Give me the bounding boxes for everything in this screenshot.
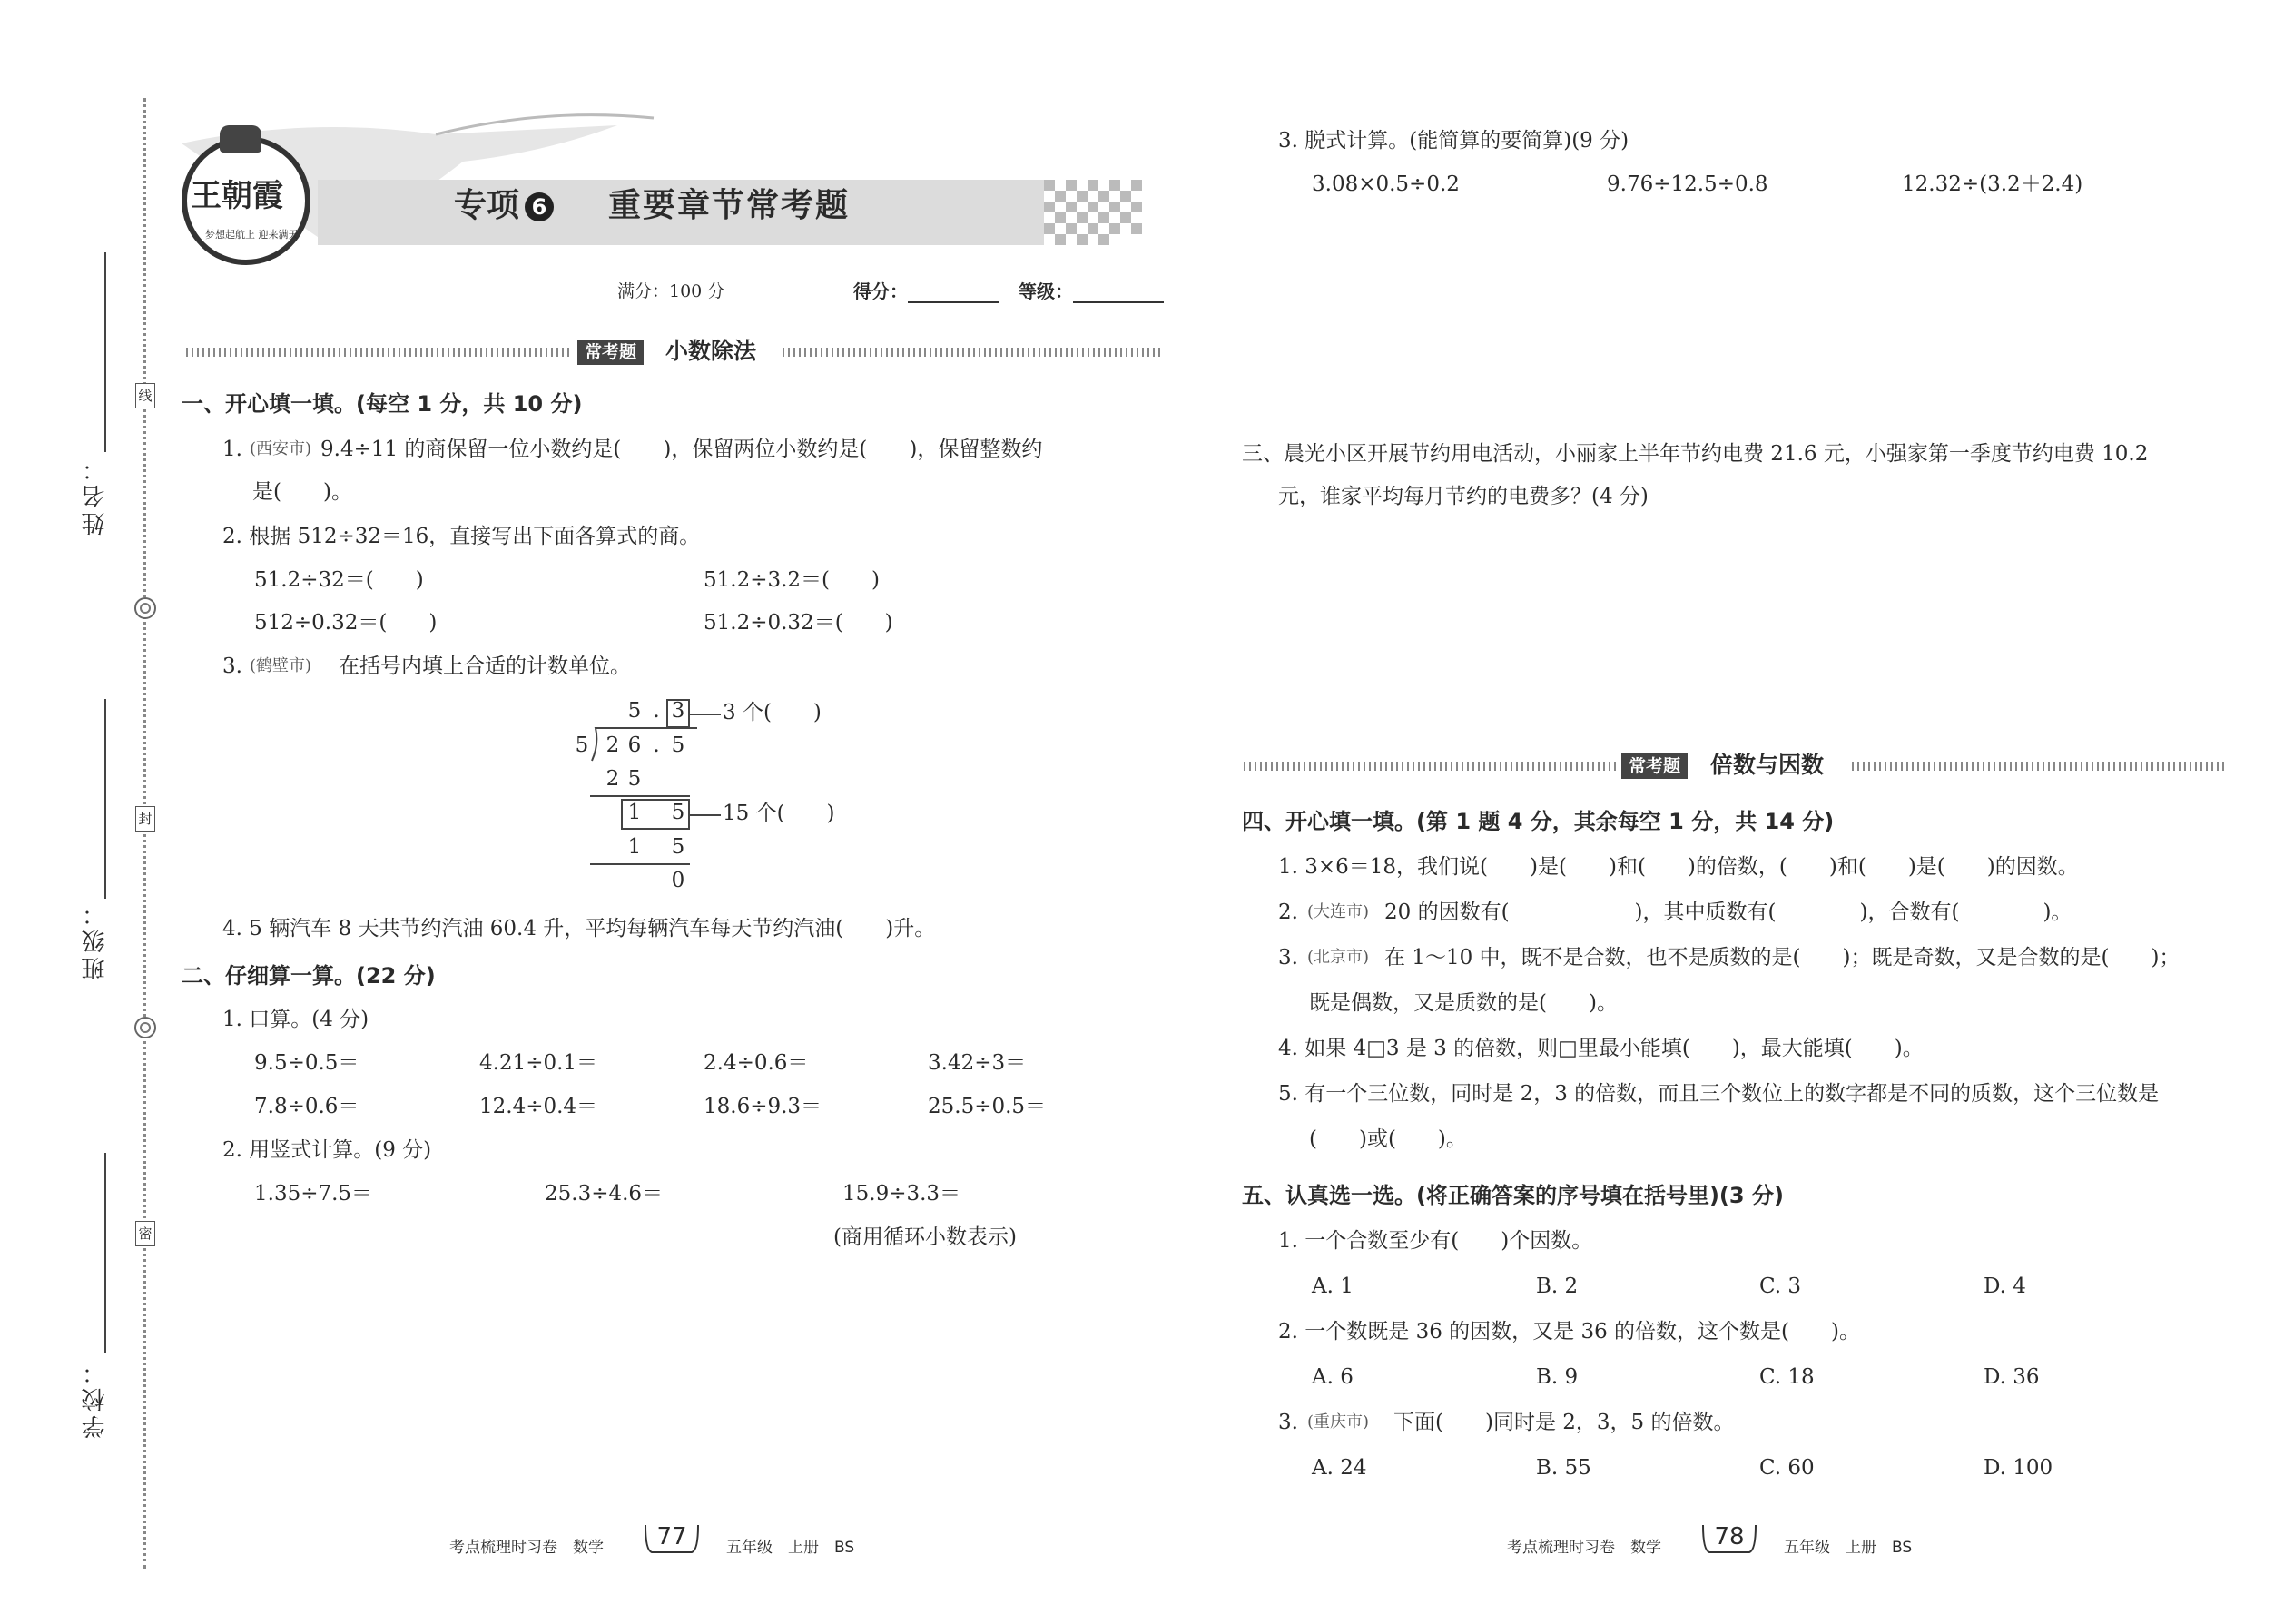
c3-source: (重庆市) <box>1307 1412 1370 1432</box>
topic-tag: 常考题 <box>1621 753 1688 779</box>
c3-option[interactable]: D. 100 <box>1984 1456 2053 1480</box>
page-bracket-right <box>1700 1523 1758 1560</box>
subtract-line <box>590 795 690 797</box>
step-calc: 3.08×0.5÷0.2 <box>1312 172 1460 196</box>
s2-3-heading: 3. 脱式计算。(能简算的要简算)(9 分) <box>1278 129 1629 153</box>
c2-option[interactable]: B. 9 <box>1536 1365 1579 1389</box>
footer-book-left: 考点梳理时习卷 数学 <box>449 1539 604 1557</box>
r2-text: 20 的因数有( )，其中质数有( )，合数有( )。 <box>1384 901 2072 924</box>
mental-calc: 12.4÷0.4＝ <box>479 1095 598 1118</box>
c3-number: 3. <box>1278 1411 1298 1434</box>
q3-text: 在括号内填上合适的计数单位。 <box>339 655 631 678</box>
q2-item: 51.2÷3.2＝( ) <box>704 568 881 592</box>
c2-option[interactable]: D. 36 <box>1984 1365 2040 1389</box>
c1-option[interactable]: C. 3 <box>1759 1275 1802 1298</box>
mental-calc: 7.8÷0.6＝ <box>254 1095 359 1118</box>
step-calc: 9.76÷12.5÷0.8 <box>1607 172 1768 196</box>
section-3-text: 三、晨光小区开展节约用电活动，小丽家上半年节约电费 21.6 元，小强家第一季度节约电费 10.2 <box>1242 442 2149 466</box>
q3-source: (鹤壁市) <box>250 656 312 675</box>
mental-calc: 18.6÷9.3＝ <box>704 1095 822 1118</box>
remainder: 0 <box>671 869 685 892</box>
binding-hole-icon <box>134 1017 156 1038</box>
section-5-heading: 五、认真选一选。(将正确答案的序号填在括号里)(3 分) <box>1242 1183 1784 1208</box>
mental-calc: 4.21÷0.1＝ <box>479 1051 598 1075</box>
seal-char-seal: 封 <box>135 806 155 832</box>
c1-option[interactable]: B. 2 <box>1536 1275 1579 1298</box>
page-number-left: 77 <box>656 1523 687 1550</box>
logo-motto: 梦想起航上 迎来满天 <box>205 229 299 241</box>
mental-calc: 2.4÷0.6＝ <box>704 1051 809 1075</box>
grade-label: 等级： <box>1019 281 1073 302</box>
r2-source: (大连市) <box>1307 902 1370 921</box>
vertical-calc: 25.3÷4.6＝ <box>545 1182 664 1206</box>
s2-2-heading: 2. 用竖式计算。(9 分) <box>222 1138 432 1162</box>
page-title: 重要章节常考题 <box>608 187 851 224</box>
c1-option[interactable]: A. 1 <box>1312 1275 1354 1298</box>
c3-option[interactable]: A. 24 <box>1312 1456 1367 1480</box>
score-label: 得分： <box>853 281 908 302</box>
subtract-line <box>590 863 690 865</box>
s2-1-heading: 1. 口算。(4 分) <box>222 1008 369 1031</box>
binding-hole-icon <box>134 597 156 619</box>
r5-text-cont: ( )或( )。 <box>1309 1127 1467 1151</box>
footer-grade-left: 五年级 上册 BS <box>726 1539 855 1557</box>
mental-calc: 9.5÷0.5＝ <box>254 1051 359 1075</box>
section-2-heading: 二、仔细算一算。(22 分) <box>182 963 436 989</box>
name-label: 姓名： <box>82 454 109 536</box>
logo-text: 王朝霞 <box>191 178 283 214</box>
footer-book-right: 考点梳理时习卷 数学 <box>1507 1539 1661 1557</box>
r3-source: (北京市) <box>1307 948 1370 967</box>
quotient-digit: . <box>653 699 660 723</box>
step-digit: 1 <box>627 801 642 824</box>
annotation-1: 3 个( ) <box>723 701 822 724</box>
step-digit: 5 <box>671 835 685 859</box>
seal-char-line: 线 <box>135 383 155 408</box>
topic-divider <box>1852 762 2224 771</box>
school-blank[interactable] <box>104 1153 106 1353</box>
topic-divider <box>783 348 1160 357</box>
q3-number: 3. <box>222 655 242 678</box>
mental-calc: 3.42÷3＝ <box>928 1051 1027 1075</box>
quotient-highlight-box <box>666 699 690 728</box>
section-3-text-cont: 元，谁家平均每月节约的电费多？(4 分) <box>1278 485 1649 508</box>
topic-name: 倍数与因数 <box>1710 752 1825 778</box>
quotient-digit: 5 <box>627 699 642 723</box>
c1-text: 1. 一个合数至少有( )个因数。 <box>1278 1229 1593 1253</box>
logo-crown-icon <box>220 125 261 153</box>
q1-source: (西安市) <box>250 439 312 458</box>
q1-number: 1. <box>222 438 242 461</box>
step-digit: 5 <box>671 801 685 824</box>
title-number-badge: 6 <box>525 192 554 221</box>
c2-option[interactable]: C. 18 <box>1759 1365 1815 1389</box>
r3-text: 在 1～10 中，既不是合数，也不是质数的是( )；既是奇数，又是合数的是( )； <box>1384 946 2181 969</box>
step-highlight-box <box>621 799 690 830</box>
q2-item: 51.2÷32＝( ) <box>254 568 424 592</box>
class-label: 班级： <box>82 899 109 980</box>
c3-option[interactable]: B. 55 <box>1536 1456 1591 1480</box>
dividend-digit: . <box>653 733 660 757</box>
page-title-prefix: 专项 <box>454 187 520 224</box>
topic-name: 小数除法 <box>665 338 757 364</box>
school-label: 学校： <box>82 1357 109 1439</box>
class-blank[interactable] <box>104 699 106 899</box>
name-blank[interactable] <box>104 252 106 452</box>
seal-char-tight: 密 <box>135 1221 155 1246</box>
step-calc: 12.32÷(3.2＋2.4) <box>1902 172 2083 196</box>
r5-text: 5. 有一个三位数，同时是 2，3 的倍数，而且三个数位上的数字都是不同的质数，这个三位数是 <box>1278 1082 2160 1106</box>
step-digit: 1 <box>627 835 642 859</box>
topic-tag: 常考题 <box>577 340 644 365</box>
binding-dotted-line <box>143 98 146 1569</box>
grade-blank[interactable] <box>1073 301 1164 303</box>
c2-option[interactable]: A. 6 <box>1312 1365 1354 1389</box>
vertical-note: (商用循环小数表示) <box>833 1225 1017 1249</box>
vertical-calc: 1.35÷7.5＝ <box>254 1182 373 1206</box>
quotient-digit: 3 <box>671 699 685 723</box>
full-score: 满分：100 分 <box>617 281 725 301</box>
dividend-digit: 2 <box>605 733 620 757</box>
r3-number: 3. <box>1278 946 1298 969</box>
vertical-calc: 15.9÷3.3＝ <box>842 1182 961 1206</box>
page-bracket-left <box>643 1523 701 1560</box>
footer-grade-right: 五年级 上册 BS <box>1784 1539 1913 1557</box>
step-digit: 5 <box>627 767 642 791</box>
q1-text-cont: 是( )。 <box>252 480 352 504</box>
section-4-heading: 四、开心填一填。(第 1 题 4 分，其余每空 1 分，共 14 分) <box>1242 809 1835 834</box>
c3-option[interactable]: C. 60 <box>1759 1456 1815 1480</box>
r1-text: 1. 3×6＝18，我们说( )是( )和( )的倍数，( )和( )是( )的因数。 <box>1278 855 2079 879</box>
c2-text: 2. 一个数既是 36 的因数，又是 36 的倍数，这个数是( )。 <box>1278 1320 1860 1343</box>
arrow-1 <box>690 714 721 715</box>
score-blank[interactable] <box>908 301 999 303</box>
topic-divider <box>186 348 572 357</box>
step-digit: 2 <box>605 767 620 791</box>
dividend-digit: 6 <box>627 733 642 757</box>
q4-text: 4. 5 辆汽车 8 天共节约汽油 60.4 升，平均每辆汽车每天节约汽油( )升。 <box>222 917 936 940</box>
q2-text: 2. 根据 512÷32＝16，直接写出下面各算式的商。 <box>222 525 701 548</box>
annotation-2: 15 个( ) <box>723 802 835 825</box>
dividend-digit: 5 <box>671 733 685 757</box>
c3-text: 下面( )同时是 2，3，5 的倍数。 <box>1393 1411 1735 1434</box>
q1-text: 9.4÷11 的商保留一位小数约是( )，保留两位小数约是( )，保留整数约 <box>320 438 1043 461</box>
topic-divider <box>1244 762 1616 771</box>
r2-number: 2. <box>1278 901 1298 924</box>
page-number-right: 78 <box>1714 1523 1745 1550</box>
mental-calc: 25.5÷0.5＝ <box>928 1095 1047 1118</box>
q2-item: 51.2÷0.32＝( ) <box>704 611 893 635</box>
arrow-2 <box>690 814 721 816</box>
q2-item: 512÷0.32＝( ) <box>254 611 438 635</box>
r3-text-cont: 既是偶数，又是质数的是( )。 <box>1309 991 1618 1015</box>
divisor: 5 <box>575 733 589 757</box>
c1-option[interactable]: D. 4 <box>1984 1275 2026 1298</box>
r4-text: 4. 如果 4□3 是 3 的倍数，则□里最小能填( )，最大能填( )。 <box>1278 1037 1924 1060</box>
section-1-heading: 一、开心填一填。(每空 1 分，共 10 分) <box>182 391 583 417</box>
